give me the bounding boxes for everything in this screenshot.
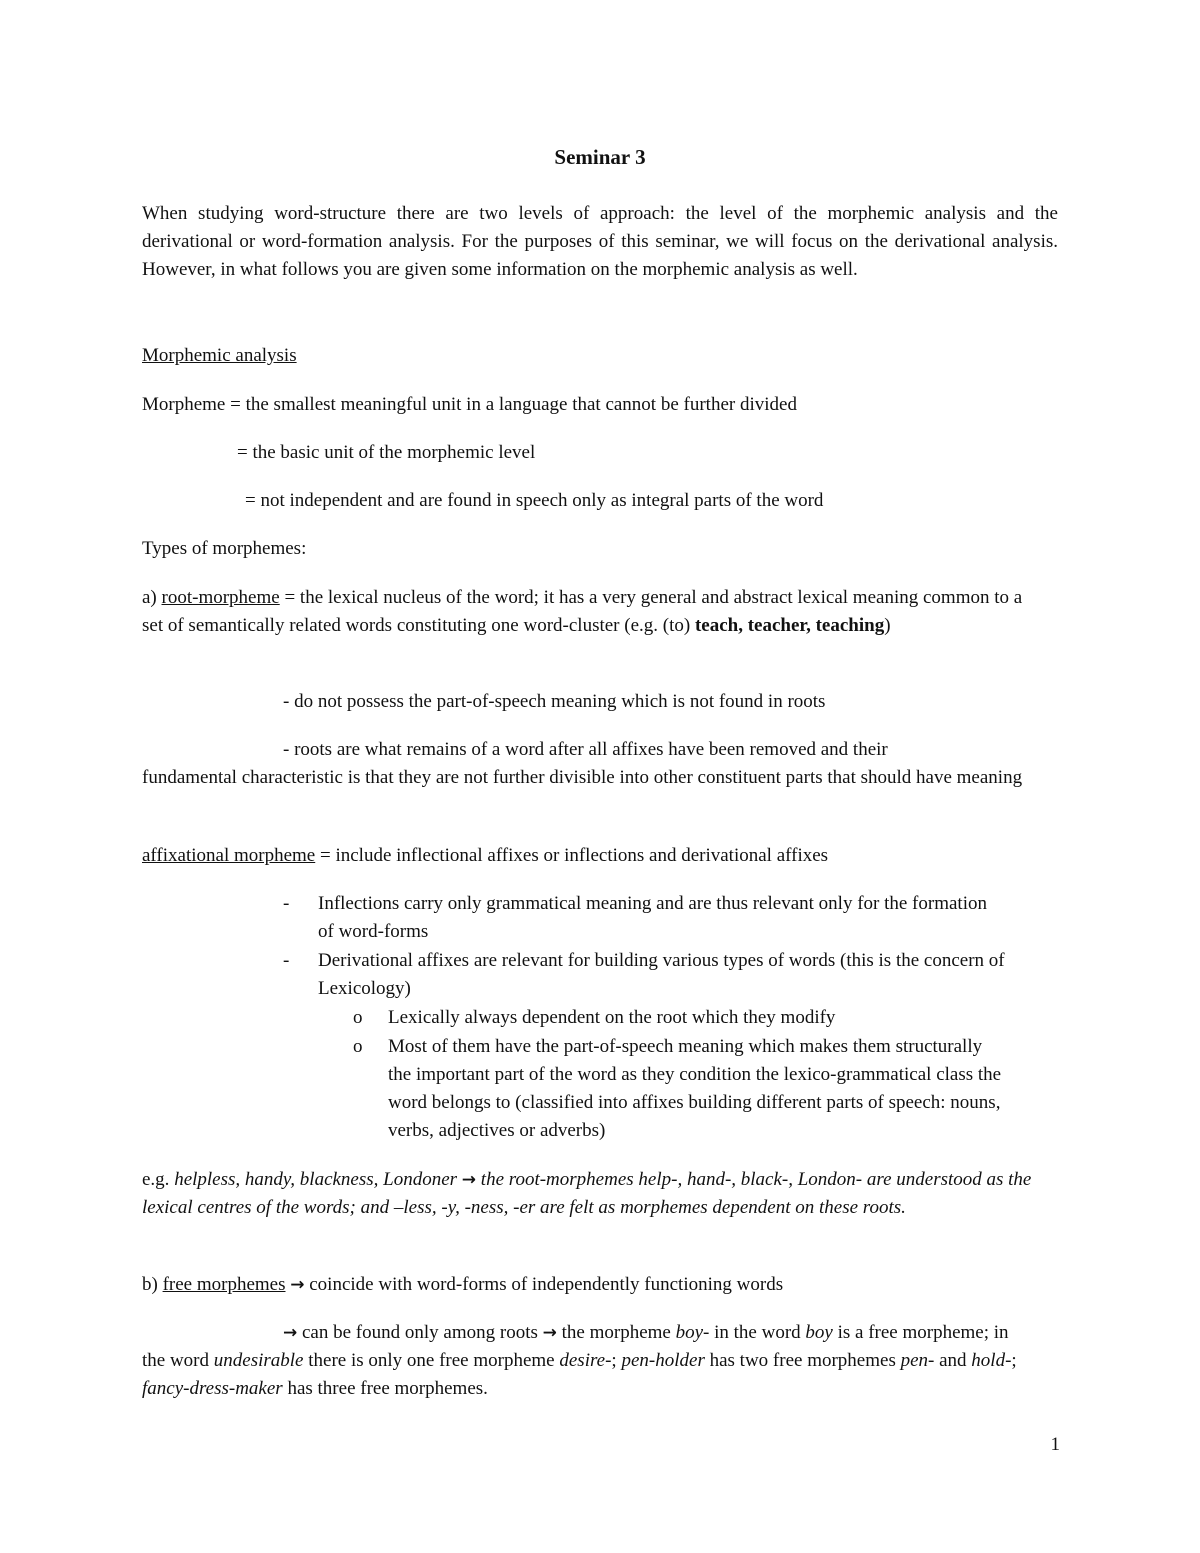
intro-paragraph: When studying word-structure there are two levels of approach: the level of the morphemic analysis and the derivational or word-formation analysis. For the purposes of this seminar, we will focus on the derivational analysis. However, in what follows you are given some information on the morphemic analysis as well. (142, 203, 1058, 280)
free-detail-t1: - in the word (703, 1322, 806, 1343)
affixational-term: affixational morpheme (142, 845, 316, 866)
word-boy: boy (675, 1322, 704, 1343)
free-morphemes-detail (142, 1319, 1032, 1403)
word-hold: hold (971, 1350, 1006, 1371)
list-item-derivational (283, 947, 1013, 1003)
sub-item-text: Lexically always dependent on the root which they modify (388, 1007, 836, 1028)
arrow-right-icon: → (542, 1323, 557, 1343)
word-desire: desire (559, 1350, 606, 1371)
word-fancy-dress-maker: fancy-dress-maker (142, 1378, 283, 1399)
circle-bullet: o (353, 1036, 363, 1057)
affixational-text: = include inflectional affixes or inflections and derivational affixes (315, 845, 829, 866)
free-detail-t8: has three free morphemes. (282, 1378, 488, 1399)
free-morphemes-term: free morphemes (162, 1274, 286, 1295)
list-item-inflections (283, 890, 1003, 946)
free-morphemes-paragraph (142, 1271, 1058, 1299)
morpheme-definition (142, 391, 1058, 419)
arrow-right-icon: → (461, 1170, 477, 1190)
page-number: 1 (1050, 1434, 1060, 1455)
root-note-1: - do not possess the part-of-speech meaning which is not found in roots (283, 691, 826, 712)
types-heading: Types of morphemes: (142, 538, 307, 559)
example-words: helpless, handy, blackness, Londoner (174, 1169, 458, 1190)
morpheme-def-line2: = the basic unit of the morphemic level (237, 442, 536, 463)
free-detail-t7: -; (1005, 1350, 1017, 1371)
section-heading-text: Morphemic analysis (142, 345, 297, 366)
sub-item-lexically (353, 1004, 1013, 1032)
word-undesirable: undesirable (213, 1350, 304, 1371)
morpheme-label: Morpheme (142, 394, 226, 415)
morpheme-def-line3: = not independent and are found in speech only as integral parts of the word (245, 490, 824, 511)
word-pen: pen (900, 1350, 929, 1371)
free-detail-t3: there is only one free morpheme (303, 1350, 560, 1371)
example-paragraph (142, 1166, 1047, 1222)
section-heading (142, 342, 1058, 370)
root-note-2-rest: fundamental characteristic is that they are not further divisible into other constituent parts that should have meaning (142, 767, 1023, 788)
free-prefix: b) (142, 1274, 163, 1295)
circle-bullet: o (353, 1007, 363, 1028)
arrow-right-icon: → (283, 1323, 298, 1343)
example-eg: e.g. (142, 1169, 175, 1190)
list-item-text: Derivational affixes are relevant for building various types of words (this is the concern of Lexicology) (318, 950, 1005, 999)
root-morpheme-term: root-morpheme (161, 587, 280, 608)
free-detail-t5: has two free morphemes (704, 1350, 901, 1371)
root-examples: teach, teacher, teaching (694, 615, 885, 636)
affixational-paragraph (142, 842, 1058, 870)
page-title: Seminar 3 (554, 145, 646, 169)
free-detail-a: can be found only among roots (297, 1322, 543, 1343)
root-morpheme-paragraph (142, 584, 1032, 640)
free-line1: coincide with word-forms of independently functioning words (304, 1274, 784, 1295)
root-morpheme-text: = the lexical nucleus of the word; it has a very general and abstract lexical meaning common to a set of semantically related words constituting one word-cluster (e.g. (to) (142, 587, 1023, 636)
morpheme-def-line1: = the smallest meaningful unit in a language that cannot be further divided (225, 394, 797, 415)
free-detail-t6: - and (928, 1350, 972, 1371)
arrow-right-icon: → (290, 1275, 305, 1295)
dash-bullet: - (283, 893, 290, 914)
sub-item-text: Most of them have the part-of-speech meaning which makes them structurally the important part of the word as they condition the lexico-grammatical class the word belongs to (classified into affixes building different parts of speech: nouns, verbs, adjectives or adverbs) (388, 1036, 1002, 1141)
dash-bullet: - (283, 950, 290, 971)
sub-item-part-of-speech (353, 1033, 1003, 1145)
root-close: ) (884, 615, 891, 636)
free-detail-t2: is a free morpheme; in the word (142, 1322, 1009, 1371)
free-detail-b: the morpheme (556, 1322, 676, 1343)
free-detail-t4: -; (605, 1350, 622, 1371)
example-rest: the root-morphemes help-, hand-, black-, London- are understood as the lexical centres of the words; and –less, -y, -ness, -er are felt as morphemes dependent on these roots. (142, 1169, 1032, 1218)
word-boy: boy (805, 1322, 833, 1343)
list-item-text: Inflections carry only grammatical meaning and are thus relevant only for the formation of word-forms (318, 893, 987, 942)
root-note-2 (142, 736, 1032, 792)
word-pen-holder: pen-holder (621, 1350, 705, 1371)
root-prefix: a) (142, 587, 162, 608)
root-note-2-first: - roots are what remains of a word after all affixes have been removed and their (283, 739, 888, 760)
